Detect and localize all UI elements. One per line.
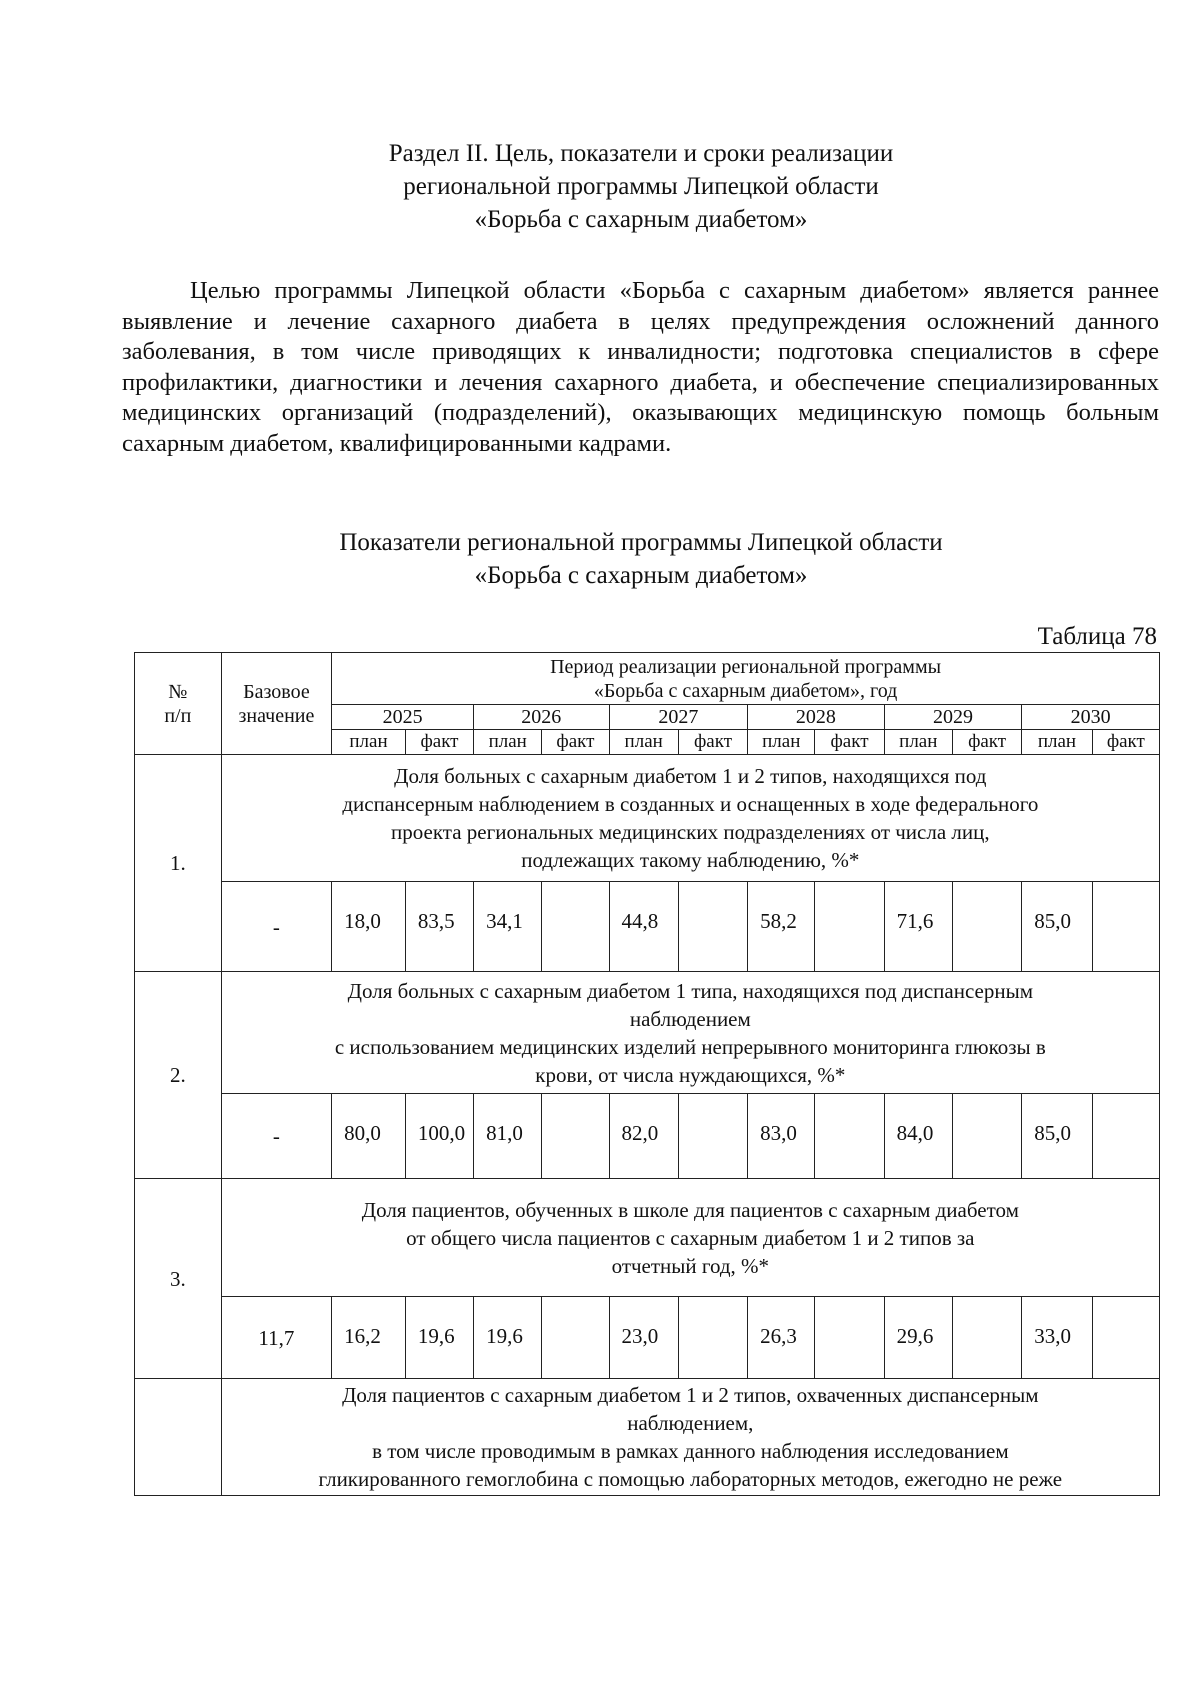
value-cell: 82,0 [609,1094,678,1179]
header-period-line1: Период реализации региональной программы [550,655,942,678]
value-cell: 71,6 [884,882,952,972]
desc-line: Доля больных с сахарным диабетом 1 типа, находящихся под диспансерным [347,978,1033,1003]
row-description [221,1379,1159,1496]
header-base-line2: значение [238,704,315,727]
row-number: 1. [135,755,222,972]
header-year: 2026 [474,705,609,730]
header-num-line2: п/п [164,704,192,727]
value-cell [678,882,747,972]
header-year: 2028 [748,705,885,730]
desc-line: подлежащих такому наблюдению, %* [521,848,860,872]
value-cell: 23,0 [609,1297,678,1379]
row-description [221,972,1159,1094]
value-cell: 16,2 [332,1297,406,1379]
header-plan: план [748,730,815,755]
value-cell: 85,0 [1022,1094,1092,1179]
row-number [135,1379,222,1496]
value-cell [1092,882,1159,972]
value-cell: 80,0 [332,1094,406,1179]
section-title-line2: региональной программы Липецкой области [403,173,879,200]
header-fact: факт [405,730,473,755]
value-cell: 26,3 [748,1297,815,1379]
desc-line: с использованием медицинских изделий непрерывного мониторинга глюкозы в [334,1034,1046,1059]
base-value: 11,7 [221,1297,332,1379]
desc-line: наблюдением, [627,1411,754,1435]
value-cell: 29,6 [884,1297,952,1379]
header-fact: факт [952,730,1021,755]
desc-line: в том числе проводимым в рамках данного наблюдения исследованием [372,1439,1009,1463]
header-fact: факт [1092,730,1159,755]
header-period [332,653,1160,705]
table-row [135,972,1160,1094]
value-cell [815,1094,884,1179]
value-cell [542,882,609,972]
value-cell [678,1297,747,1379]
value-cell: 83,5 [405,882,473,972]
table-row [135,1179,1160,1297]
header-fact: факт [542,730,609,755]
value-cell [952,1297,1021,1379]
value-cell: 83,0 [748,1094,815,1179]
desc-line: крови, от числа нуждающихся, %* [535,1062,846,1087]
value-cell: 81,0 [474,1094,542,1179]
row-description [221,1179,1159,1297]
header-fact: факт [815,730,884,755]
value-cell [815,1297,884,1379]
value-cell [1092,1297,1159,1379]
header-base-line1: Базовое [243,680,310,703]
base-value: - [221,882,332,972]
header-period-line2: «Борьба с сахарным диабетом», год [593,679,898,702]
section-title-line1: Раздел II. Цель, показатели и сроки реализации [388,140,894,167]
value-cell [952,882,1021,972]
desc-line: отчетный год, %* [611,1253,770,1278]
row-number: 2. [135,972,222,1179]
indicators-title-line2: «Борьба с сахарным диабетом» [474,562,808,589]
value-cell: 84,0 [884,1094,952,1179]
value-cell: 34,1 [474,882,542,972]
value-cell: 18,0 [332,882,406,972]
header-num [135,653,222,755]
desc-line: проекта региональных медицинских подразделениях от числа лиц, [391,820,990,844]
header-fact: факт [678,730,747,755]
desc-line: от общего числа пациентов с сахарным диабетом 1 и 2 типов за [406,1225,975,1250]
header-year: 2027 [609,705,748,730]
value-cell: 100,0 [405,1094,473,1179]
value-cell: 58,2 [748,882,815,972]
value-cell [815,882,884,972]
desc-line: Доля пациентов с сахарным диабетом 1 и 2 типов, охваченных диспансерным [342,1383,1039,1407]
value-cell: 19,6 [474,1297,542,1379]
table-row-values [135,1297,1160,1379]
value-cell: 44,8 [609,882,678,972]
section-title-line3: «Борьба с сахарным диабетом» [474,206,808,233]
desc-line: Доля пациентов, обученных в школе для пациентов с сахарным диабетом [361,1197,1019,1222]
header-plan: план [332,730,406,755]
desc-line: наблюдением [629,1006,751,1031]
table-row [135,1379,1160,1496]
value-cell: 85,0 [1022,882,1092,972]
value-cell [678,1094,747,1179]
intro-paragraph [122,276,1159,459]
header-year: 2030 [1022,705,1160,730]
desc-line: диспансерным наблюдением в созданных и оснащенных в ходе федерального [342,792,1039,816]
table-row [135,755,1160,882]
value-cell [542,1297,609,1379]
header-plan: план [474,730,542,755]
header-plan: план [1022,730,1092,755]
indicators-table [134,652,1160,1496]
table-row-values [135,882,1160,972]
header-plan: план [884,730,952,755]
value-cell [952,1094,1021,1179]
value-cell [1092,1094,1159,1179]
table-label: Таблица 78 [1037,623,1157,650]
header-year: 2025 [332,705,474,730]
desc-line: Доля больных с сахарным диабетом 1 и 2 типов, находящихся под [394,764,987,788]
value-cell: 33,0 [1022,1297,1092,1379]
intro-text: Целью программы Липецкой области «Борьба с сахарным диабетом» является раннее выявление и лечение сахарного диабета в целях предупреждения осложнений данного заболевания, в том числе приводящих к инвалидности; подготовка специалистов в сфере профилактики, диагностики и лечения сахарного диабета, и обеспечение специализированных медицинских организаций (подразделений), оказывающих медицинскую помощь больным сахарным диабетом, квалифицированными кадрами. [122,277,1159,457]
header-num-line1: № [168,680,188,703]
row-number: 3. [135,1179,222,1379]
header-year: 2029 [884,705,1022,730]
base-value: - [221,1094,332,1179]
indicators-title-line1: Показатели региональной программы Липецкой области [339,529,943,556]
table-row-values [135,1094,1160,1179]
value-cell: 19,6 [405,1297,473,1379]
value-cell [542,1094,609,1179]
row-description [221,755,1159,882]
header-plan: план [609,730,678,755]
header-base [221,653,332,755]
indicators-title [0,526,1200,592]
desc-line: гликированного гемоглобина с помощью лабораторных методов, ежегодно не реже [318,1467,1063,1491]
section-title [0,137,1200,236]
